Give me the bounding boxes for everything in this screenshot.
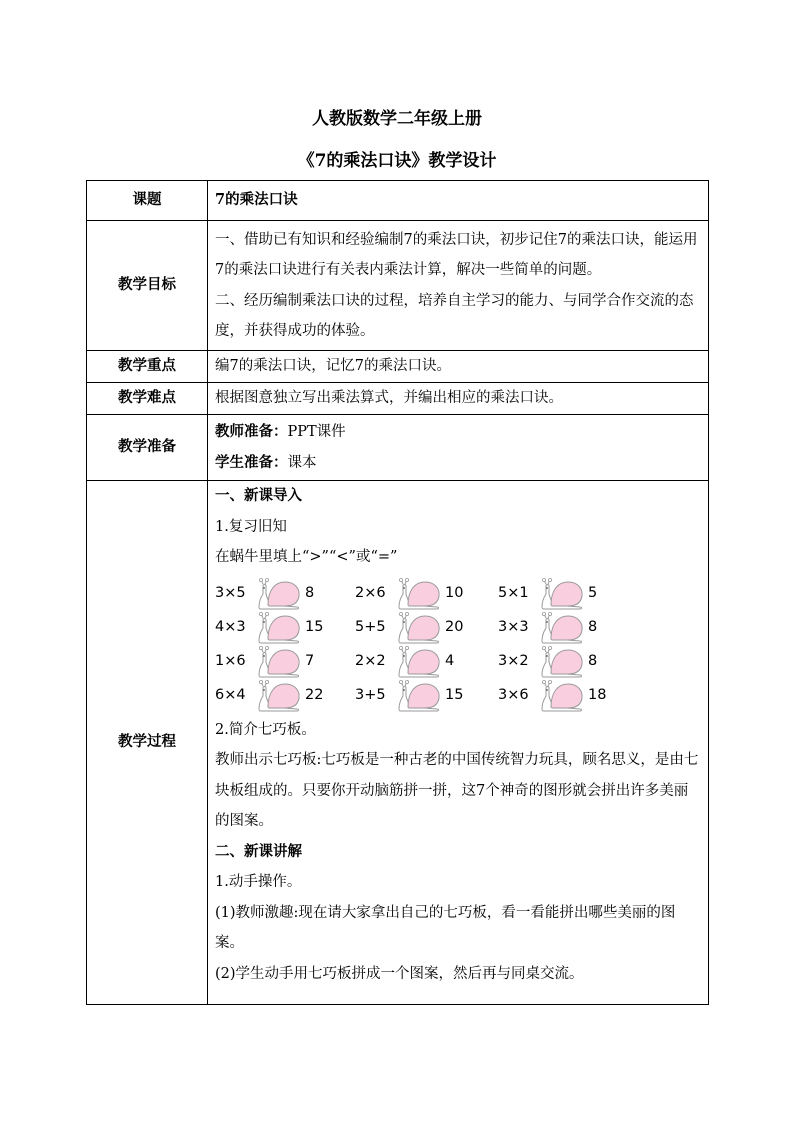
section-1-item-2: 2.简介七巧板。 — [215, 721, 316, 738]
compare-expression: 6×4 — [215, 687, 246, 704]
prep-student-value: 课本 — [287, 454, 317, 471]
row-topic — [87, 181, 709, 221]
compare-row — [215, 577, 702, 611]
section-1-title: 一、新课导入 — [215, 487, 302, 504]
document-title-lesson: 《7的乘法口诀》教学设计 — [297, 151, 497, 171]
section-1-item-1-text: 在蜗牛里填上“>”“<”或“=” — [215, 549, 398, 565]
compare-grid — [215, 573, 702, 715]
row-goals — [87, 221, 709, 351]
compare-row — [215, 611, 702, 645]
value-goals — [208, 221, 709, 351]
prep-teacher-value: PPT课件 — [287, 424, 346, 440]
compare-item — [355, 646, 498, 678]
compare-number: 7 — [305, 653, 315, 670]
compare-row — [215, 679, 702, 713]
compare-number: 15 — [445, 687, 464, 704]
snail-icon[interactable] — [538, 578, 584, 610]
compare-item — [498, 578, 618, 610]
value-key: 编7的乘法口诀，记忆7的乘法口诀。 — [208, 351, 709, 383]
snail-icon[interactable] — [255, 612, 301, 644]
section-2-item-1-b: (2)学生动手用七巧板拼成一个图案，然后再与同桌交流。 — [215, 965, 584, 982]
compare-expression: 5+5 — [355, 619, 386, 636]
compare-expression: 5×1 — [498, 585, 529, 602]
compare-item — [498, 612, 618, 644]
compare-number: 8 — [588, 619, 598, 636]
compare-item — [215, 578, 355, 610]
snail-icon[interactable] — [395, 578, 441, 610]
compare-item — [498, 680, 618, 712]
compare-number: 4 — [445, 653, 455, 670]
compare-item — [355, 612, 498, 644]
compare-expression: 4×3 — [215, 619, 246, 636]
compare-item — [215, 612, 355, 644]
compare-number: 5 — [588, 585, 598, 602]
compare-expression: 3×5 — [215, 585, 246, 602]
value-process — [208, 481, 709, 1005]
compare-number: 8 — [305, 585, 315, 602]
compare-row — [215, 645, 702, 679]
compare-item — [355, 680, 498, 712]
compare-item — [355, 578, 498, 610]
section-1-item-1: 1.复习旧知 — [215, 518, 287, 535]
label-goals: 教学目标 — [87, 221, 208, 351]
snail-icon[interactable] — [395, 612, 441, 644]
compare-expression: 2×2 — [355, 653, 386, 670]
label-difficulty: 教学难点 — [87, 383, 208, 415]
section-2-item-1-a: (1)教师激趣:现在请大家拿出自己的七巧板，看一看能拼出哪些美丽的图案。 — [215, 904, 676, 951]
value-topic: 7的乘法口诀 — [208, 181, 709, 221]
label-topic: 课题 — [87, 181, 208, 221]
section-2-item-1: 1.动手操作。 — [215, 874, 302, 890]
compare-number: 20 — [445, 619, 464, 636]
row-process — [87, 481, 709, 1005]
compare-number: 15 — [305, 619, 324, 636]
snail-icon[interactable] — [538, 646, 584, 678]
compare-expression: 3×6 — [498, 687, 529, 704]
compare-number: 10 — [445, 585, 464, 602]
snail-icon[interactable] — [255, 646, 301, 678]
compare-item — [498, 646, 618, 678]
compare-number: 8 — [588, 653, 598, 670]
snail-icon[interactable] — [538, 612, 584, 644]
label-process: 教学过程 — [87, 481, 208, 1005]
compare-item — [215, 646, 355, 678]
snail-icon[interactable] — [255, 578, 301, 610]
prep-student — [215, 448, 702, 479]
section-1-item-2-text: 教师出示七巧板:七巧板是一种古老的中国传统智力玩具，顾名思义，是由七块板组成的。只要你开动脑筋拼一拼，这7个神奇的图形就会拼出许多美丽的图案。 — [215, 752, 699, 829]
goal-paragraph-2: 二、经历编制乘法口诀的过程，培养自主学习的能力、与同学合作交流的态度，并获得成功的体验。 — [215, 292, 694, 339]
label-prep: 教学准备 — [87, 415, 208, 481]
snail-icon[interactable] — [395, 680, 441, 712]
compare-number: 18 — [588, 687, 607, 704]
row-difficulty — [87, 383, 709, 415]
compare-number: 22 — [305, 687, 324, 704]
lesson-plan-table — [86, 180, 709, 1005]
document-title-grade: 人教版数学二年级上册 — [312, 109, 482, 129]
row-key — [87, 351, 709, 383]
compare-expression: 1×6 — [215, 653, 246, 670]
section-2-title: 二、新课讲解 — [215, 842, 302, 860]
snail-icon[interactable] — [395, 646, 441, 678]
prep-teacher-label: 教师准备： — [215, 423, 288, 440]
prep-student-label: 学生准备： — [215, 453, 288, 471]
label-key: 教学重点 — [87, 351, 208, 383]
compare-expression: 2×6 — [355, 585, 386, 602]
compare-expression: 3×3 — [498, 619, 529, 636]
compare-expression: 3×2 — [498, 653, 529, 670]
row-prep — [87, 415, 709, 481]
compare-expression: 3+5 — [355, 687, 386, 704]
value-difficulty: 根据图意独立写出乘法算式，并编出相应的乘法口诀。 — [208, 383, 709, 415]
goal-paragraph-1: 一、借助已有知识和经验编制7的乘法口诀，初步记住7的乘法口诀，能运用7的乘法口诀进行有关表内乘法计算，解决一些简单的问题。 — [215, 231, 698, 278]
snail-icon[interactable] — [538, 680, 584, 712]
value-prep — [208, 415, 709, 481]
compare-item — [215, 680, 355, 712]
snail-icon[interactable] — [255, 680, 301, 712]
prep-teacher — [215, 417, 702, 448]
